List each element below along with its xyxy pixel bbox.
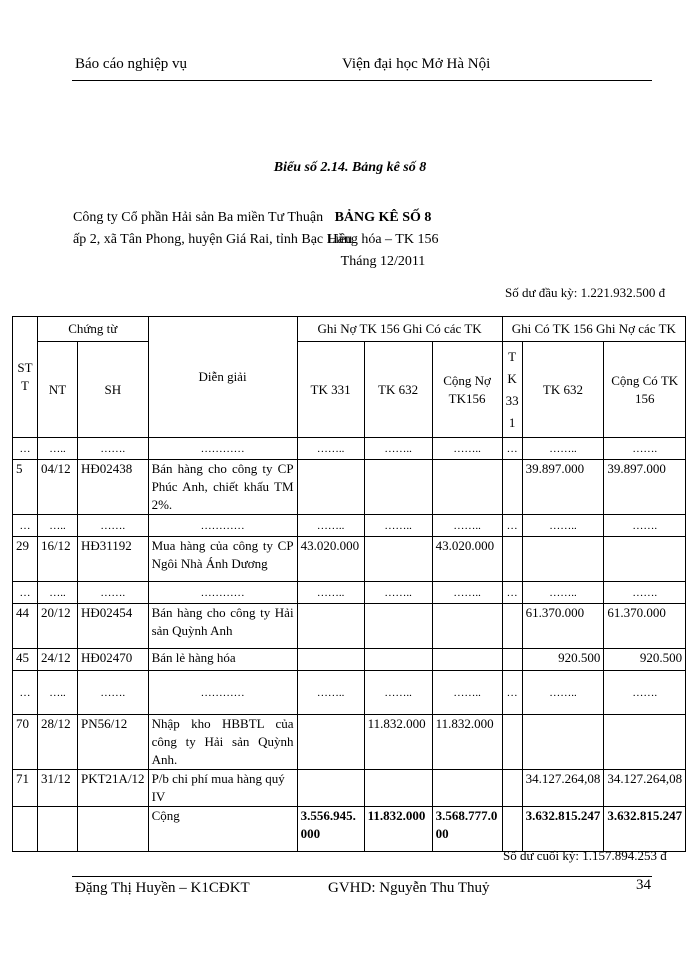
table-row: 70 28/12 PN56/12 Nhập kho HBBTL của công ty Hải sản Quỳnh Anh. 11.832.000 11.832.000 — [13, 715, 686, 770]
table-row: 45 24/12 HĐ02470 Bán lẻ hàng hóa 920.500 920.500 — [13, 649, 686, 671]
col-tk331: TK 331 — [297, 342, 364, 438]
total-cong-co: 3.632.815.247 — [604, 807, 686, 852]
col-cong-co: Cộng Có TK 156 — [604, 342, 686, 438]
total-tk632-debit: 11.832.000 — [364, 807, 432, 852]
closing-balance: Số dư cuối kỳ: 1.157.894.253 đ — [503, 848, 667, 863]
table-caption: Biểu số 2.14. Bảng kê số 8 — [273, 160, 427, 175]
col-nt: NT — [38, 342, 78, 438]
ellipsis-row: … ….. ……. ………… …….. …….. …….. … …….. ……. — [13, 515, 686, 537]
ellipsis-row: … ….. ……. ………… …….. …….. …….. … …….. ……. — [13, 438, 686, 460]
header-left: Báo cáo nghiệp vụ — [75, 56, 188, 72]
footer-author: Đặng Thị Huyền – K1CĐKT — [75, 880, 250, 896]
ellipsis-row: … ….. ……. ………… …….. …….. …….. … …….. ……. — [13, 671, 686, 715]
table-row: 44 20/12 HĐ02454 Bán hàng cho công ty Hải sản Quỳnh Anh 61.370.000 61.370.000 — [13, 604, 686, 649]
header-rule — [72, 80, 652, 81]
page-number: 34 — [636, 877, 651, 893]
header-right: Viện đại học Mở Hà Nội — [342, 56, 491, 72]
total-row — [13, 807, 686, 852]
opening-balance: Số dư đầu kỳ: 1.221.932.500 đ — [505, 285, 666, 300]
total-label: Cộng — [148, 807, 297, 852]
col-credit-group: Ghi Có TK 156 Ghi Nợ các TK — [502, 317, 686, 342]
report-subtitle: Hàng hóa – TK 156 — [327, 232, 439, 247]
col-chung-tu: Chứng từ — [38, 317, 149, 342]
report-title: BẢNG KÊ SỐ 8 — [334, 210, 432, 225]
table-row: 5 04/12 HĐ02438 Bán hàng cho công ty CP Phúc Anh, chiết khấu TM 2%. 39.897.000 39.897.000 — [13, 460, 686, 515]
col-cong-no: Cộng Nợ TK156 — [432, 342, 502, 438]
col-stt: ST T — [13, 317, 38, 438]
table-row: 29 16/12 HĐ31192 Mua hàng của công ty CP Ngôi Nhà Ánh Dương 43.020.000 43.020.000 — [13, 537, 686, 582]
col-debit-group: Ghi Nợ TK 156 Ghi Có các TK — [297, 317, 502, 342]
col-tk331-credit: T K 33 1 — [502, 342, 522, 438]
report-period: Tháng 12/2011 — [340, 254, 426, 269]
col-tk632-debit: TK 632 — [364, 342, 432, 438]
footer-advisor: GVHD: Nguyễn Thu Thuỷ — [328, 880, 490, 896]
col-dien-giai: Diễn giải — [148, 317, 297, 438]
table-row: 71 31/12 PKT21A/12 P/b chi phí mua hàng quý IV 34.127.264,08 34.127.264,08 — [13, 770, 686, 807]
company-address: ấp 2, xã Tân Phong, huyện Giá Rai, tỉnh Bạc Liêu — [73, 232, 353, 247]
ledger-table — [12, 316, 686, 852]
col-tk632-credit: TK 632 — [522, 342, 604, 438]
footer-rule — [72, 876, 652, 877]
total-tk632-credit: 3.632.815.247 — [522, 807, 604, 852]
company-name: Công ty Cổ phần Hải sản Ba miền Tư Thuận — [73, 210, 324, 225]
total-cong-no: 3.568.777.000 — [432, 807, 502, 852]
total-tk331: 3.556.945.000 — [297, 807, 364, 852]
col-sh: SH — [78, 342, 149, 438]
ellipsis-row: … ….. ……. ………… …….. …….. …….. … …….. ……. — [13, 582, 686, 604]
